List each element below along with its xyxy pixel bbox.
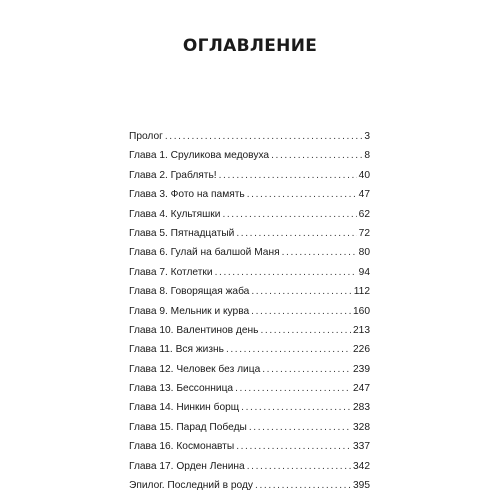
toc-entry [129, 146, 370, 165]
toc-entry-title: Глава 8. Говорящая жаба [129, 286, 250, 298]
dot-leader [262, 360, 351, 379]
toc-entry-title: Глава 9. Мельник и курва [129, 305, 250, 317]
dot-leader [241, 398, 351, 417]
toc-page-number: 283 [353, 402, 370, 414]
toc-entry [129, 127, 370, 146]
toc-page-number: 47 [358, 189, 370, 201]
toc-page-number: 40 [358, 169, 370, 181]
toc-entry [129, 302, 370, 321]
dot-leader [235, 379, 351, 398]
dot-leader [271, 146, 362, 165]
toc-page-number: 160 [353, 305, 370, 317]
toc-page-number: 94 [358, 266, 370, 278]
dot-leader [215, 263, 357, 282]
dot-leader [219, 166, 357, 185]
toc-page-number: 3 [364, 131, 370, 142]
dot-leader [226, 340, 351, 359]
toc-page-number: 337 [353, 441, 370, 453]
dot-leader [236, 224, 356, 243]
toc-entry-title: Эпилог. Последний в роду [129, 480, 254, 492]
table-of-contents [129, 127, 370, 495]
toc-entry-title: Глава 5. Пятнадцатый [129, 227, 235, 239]
toc-entry-title: Глава 15. Парад Победы [129, 421, 247, 433]
toc-page-number: 328 [353, 421, 370, 433]
toc-entry [129, 437, 370, 456]
toc-entry-title: Глава 11. Вся жизнь [129, 344, 224, 356]
toc-page-number: 247 [353, 383, 370, 395]
toc-page-number: 8 [364, 150, 370, 162]
toc-entry [129, 418, 370, 437]
dot-leader [251, 282, 351, 301]
toc-entry-title: Глава 16. Космонавты [129, 441, 235, 453]
toc-page-number: 80 [358, 247, 370, 259]
toc-page-number: 213 [353, 324, 370, 336]
toc-entry-title: Глава 10. Валентинов день [129, 324, 259, 336]
dot-leader [251, 302, 351, 321]
toc-entry [129, 476, 370, 495]
toc-page-number: 72 [358, 227, 370, 239]
page-title: ОГЛАВЛЕНИЕ [182, 36, 318, 56]
toc-entry [129, 263, 370, 282]
toc-entry-title: Глава 13. Бессонница [129, 383, 234, 395]
toc-entry [129, 340, 370, 359]
dot-leader [236, 437, 351, 456]
toc-entry [129, 282, 370, 301]
dot-leader [247, 185, 357, 204]
toc-entry [129, 360, 370, 379]
toc-page-number: 342 [353, 460, 370, 472]
dot-leader [260, 321, 351, 340]
toc-page-number: 239 [353, 363, 370, 375]
dot-leader [249, 418, 351, 437]
toc-entry [129, 321, 370, 340]
toc-entry-title: Глава 6. Гулай на балшой Маня [129, 247, 280, 259]
toc-entry-title: Глава 7. Котлетки [129, 266, 213, 278]
dot-leader [222, 205, 356, 224]
toc-entry [129, 166, 370, 185]
toc-entry-title: Глава 17. Орден Ленина [129, 460, 245, 472]
toc-entry-title: Пролог [129, 131, 163, 142]
dot-leader [247, 457, 351, 476]
toc-entry [129, 398, 370, 417]
toc-page-number: 112 [353, 286, 370, 298]
toc-entry-title: Глава 1. Сруликова медовуха [129, 150, 270, 162]
toc-entry [129, 205, 370, 224]
dot-leader [282, 243, 357, 262]
toc-page-number: 62 [358, 208, 370, 220]
toc-entry [129, 224, 370, 243]
toc-entry [129, 457, 370, 476]
toc-page-number: 395 [353, 480, 370, 492]
toc-entry [129, 243, 370, 262]
dot-leader [165, 127, 362, 146]
toc-entry-title: Глава 2. Граблять! [129, 169, 217, 181]
toc-entry-title: Глава 12. Человек без лица [129, 363, 261, 375]
dot-leader [255, 476, 351, 495]
toc-entry-title: Глава 14. Нинкин борщ [129, 402, 240, 414]
toc-entry-title: Глава 4. Культяшки [129, 208, 221, 220]
toc-entry-title: Глава 3. Фото на память [129, 189, 245, 201]
toc-page-number: 226 [353, 344, 370, 356]
toc-entry [129, 379, 370, 398]
toc-entry [129, 185, 370, 204]
